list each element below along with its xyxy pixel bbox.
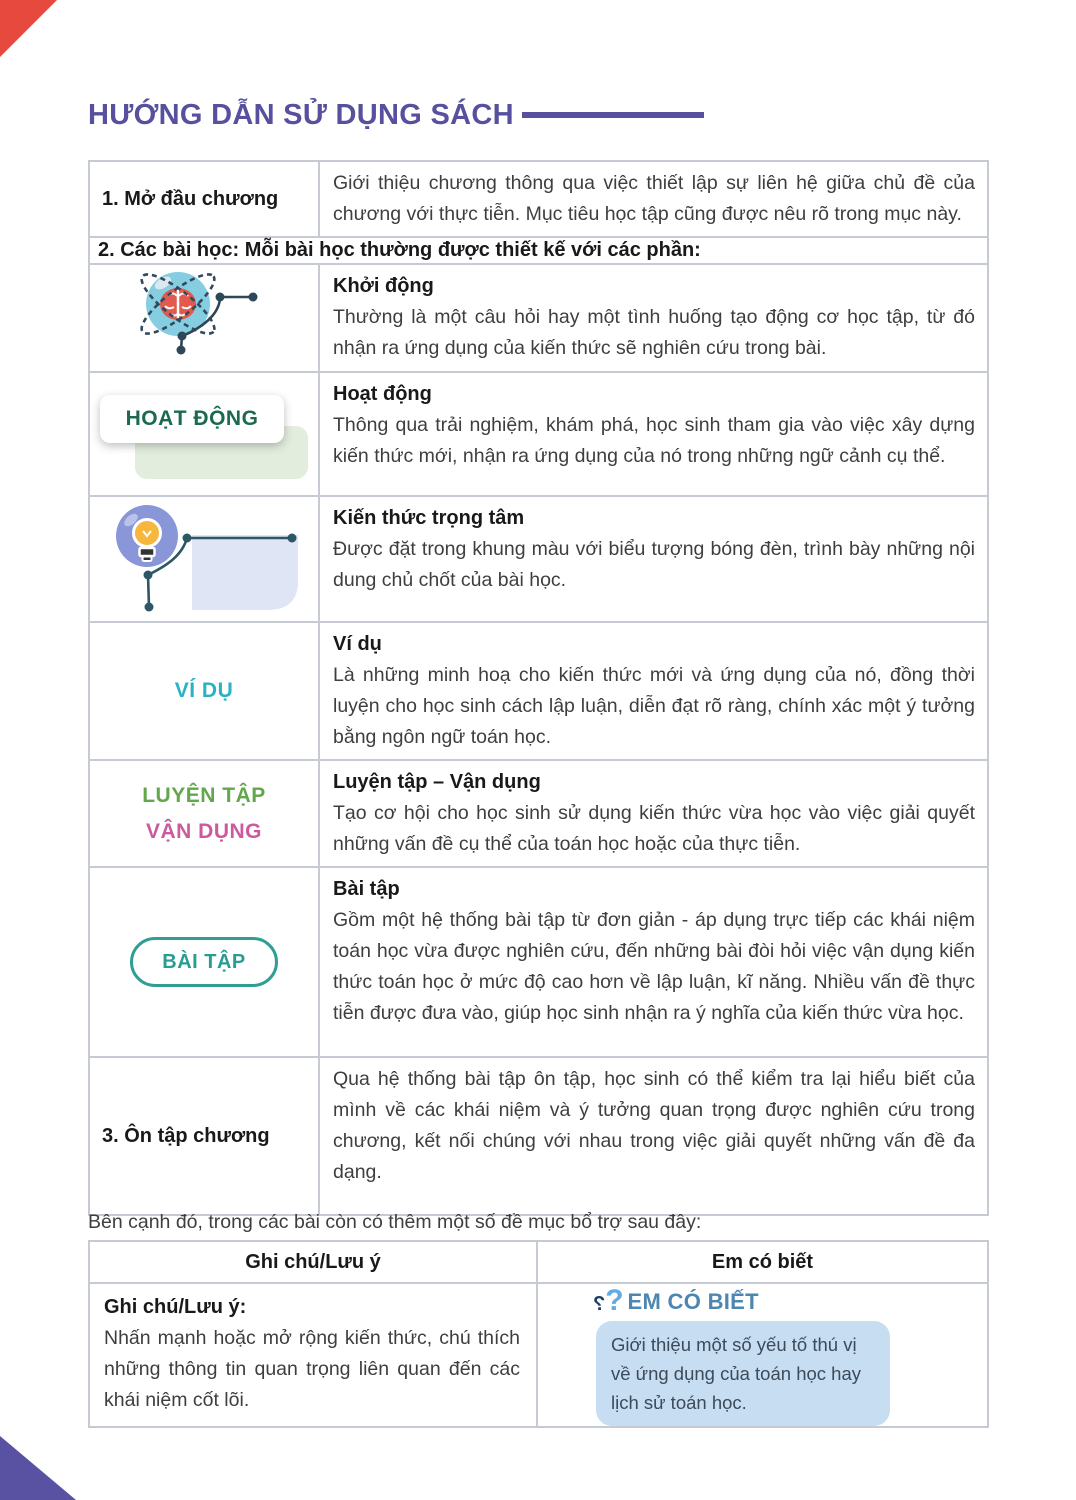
- table-row-kien-thuc: [90, 495, 987, 621]
- bai-tap-label: BÀI TẬP: [162, 950, 246, 973]
- row-body-cell: [320, 761, 987, 866]
- vi-du-label: VÍ DỤ: [174, 679, 234, 702]
- luyen-tap-label: LUYỆN TẬP: [142, 783, 266, 807]
- row-body: Được đặt trong khung màu với biểu tượng bóng đèn, trình bày những nội dung chủ chốt của bài học.: [333, 538, 975, 591]
- header-ghi-chu: Ghi chú/Lưu ý: [90, 1242, 538, 1282]
- badge-label: HOẠT ĐỘNG: [125, 407, 259, 430]
- header-em-co-biet: Em có biết: [711, 1250, 814, 1273]
- row-body-cell: [320, 623, 987, 759]
- ghi-chu-body: Nhấn mạnh hoặc mở rộng kiến thức, chú thích những thông tin quan trọng liên quan đến các khái niệm cốt lõi.: [104, 1327, 520, 1411]
- note-text: Bên cạnh đó, trong các bài còn có thêm một số đề mục bổ trợ sau đây:: [88, 1211, 702, 1233]
- pill-cell: [90, 868, 320, 1056]
- hoat-dong-badge: [98, 395, 318, 485]
- lightbulb-icon: [112, 503, 312, 615]
- row-body-cell: [320, 497, 987, 621]
- row-heading: Luyện tập – Vận dụng: [333, 771, 541, 793]
- support-table-header: [90, 1242, 987, 1284]
- row-body: Gồm một hệ thống bài tập từ đơn giản - áp dụng trực tiếp các khái niệm toán học vừa được nghiên cứu, đến những bài đòi hỏi việc vận dụng kiến thức toán học ở mức độ cao hơn về lập luận, kĩ năng. Nhiều vấn đề thực tiễn được đưa vào, giúp học sinh nhận ra ý nghĩa của kiến thức vừa học.: [333, 909, 975, 1024]
- section-line: 2. Các bài học: Mỗi bài học thường được thiết kế với các phần:: [98, 239, 701, 261]
- row-body-cell: [320, 162, 987, 236]
- row-body: Thông qua trải nghiệm, khám phá, học sinh tham gia vào việc xây dựng kiến thức mới, nhận ra ứng dụng của nó trong những ngữ cảnh cụ thể.: [333, 414, 975, 467]
- bai-tap-pill: [130, 937, 278, 987]
- row-heading: Ví dụ: [333, 633, 382, 655]
- icon-cell: [90, 265, 320, 371]
- ghi-chu-cell: [90, 1284, 538, 1426]
- corner-triangle-top-left: [0, 0, 57, 57]
- table-row-khoi-dong: [90, 263, 987, 371]
- row-body: Là những minh hoạ cho kiến thức mới và ứng dụng của nó, đồng thời luyện cho học sinh cách lập luận, diễn đạt rõ ràng, chính xác một ý tưởng bằng ngôn ngữ toán học.: [333, 664, 975, 748]
- table-row-cac-bai-hoc: [90, 236, 987, 263]
- row-label: 1. Mở đầu chương: [102, 187, 279, 210]
- em-co-biet-header: [593, 1284, 977, 1317]
- table-row-luyen-tap: [90, 759, 987, 866]
- double-question-mark-icon: ??: [593, 1284, 624, 1317]
- row-heading: Kiến thức trọng tâm: [333, 507, 525, 529]
- row-label-cell: [90, 162, 320, 236]
- row-heading: Bài tập: [333, 878, 400, 900]
- table-row-on-tap-chuong: [90, 1056, 987, 1214]
- row-body: Qua hệ thống bài tập ôn tập, học sinh có thể kiểm tra lại hiểu biết của mình về các khái niệm và ý tưởng quan trọng được nghiên cứu trong chương, kết nối chúng với nhau trong việc giải quyết những vấn đề đa dạng.: [333, 1068, 975, 1183]
- row-body-cell: [320, 373, 987, 495]
- ghi-chu-heading: Ghi chú/Lưu ý:: [104, 1296, 247, 1318]
- corner-triangle-bottom-left: [0, 1436, 76, 1500]
- table-row-vi-du: [90, 621, 987, 759]
- row-body-cell: [320, 868, 987, 1056]
- title-row: [88, 99, 989, 132]
- support-table-body: [90, 1284, 987, 1426]
- label-cell: [90, 761, 320, 866]
- section-line-cell: [90, 238, 987, 263]
- guide-table: [88, 160, 989, 1216]
- icon-cell: [90, 497, 320, 621]
- page-title: HƯỚNG DẪN SỬ DỤNG SÁCH: [88, 99, 514, 131]
- row-label: 3. Ôn tập chương: [102, 1124, 270, 1147]
- van-dung-label: VẬN DỤNG: [145, 819, 262, 843]
- row-heading: Khởi động: [333, 275, 434, 297]
- row-body-cell: [320, 1058, 987, 1214]
- row-body-cell: [320, 265, 987, 371]
- row-body: Giới thiệu chương thông qua việc thiết lập sự liên hệ giữa chủ đề của chương với thực tiễn. Mục tiêu học tập cũng được nêu rõ trong mục này.: [333, 172, 975, 225]
- support-table: [88, 1240, 989, 1428]
- em-co-biet-cell: [538, 1284, 987, 1426]
- row-heading: Hoạt động: [333, 383, 432, 405]
- table-row-mo-dau-chuong: [90, 162, 987, 236]
- em-co-biet-bubble: Giới thiệu một số yếu tố thú vị về ứng dụng của toán học hay lịch sử toán học.: [596, 1321, 890, 1426]
- label-cell: [90, 623, 320, 759]
- badge-cell: [90, 373, 320, 495]
- row-label-cell: [90, 1058, 320, 1214]
- table-row-bai-tap: [90, 866, 987, 1056]
- row-body: Tạo cơ hội cho học sinh sử dụng kiến thức vừa học vào việc giải quyết những vấn đề cụ thể của toán học hoặc của thực tiễn.: [333, 802, 975, 855]
- row-body: Thường là một câu hỏi hay một tình huống tạo động cơ học tập, từ đó nhận ra ứng dụng của kiến thức sẽ nghiên cứu trong bài.: [333, 306, 975, 359]
- badge-card: [100, 395, 284, 443]
- title-rule: [522, 112, 704, 118]
- table-row-hoat-dong: [90, 371, 987, 495]
- brain-atom-icon: [138, 268, 313, 366]
- em-co-biet-label: EM CÓ BIẾT: [627, 1289, 759, 1314]
